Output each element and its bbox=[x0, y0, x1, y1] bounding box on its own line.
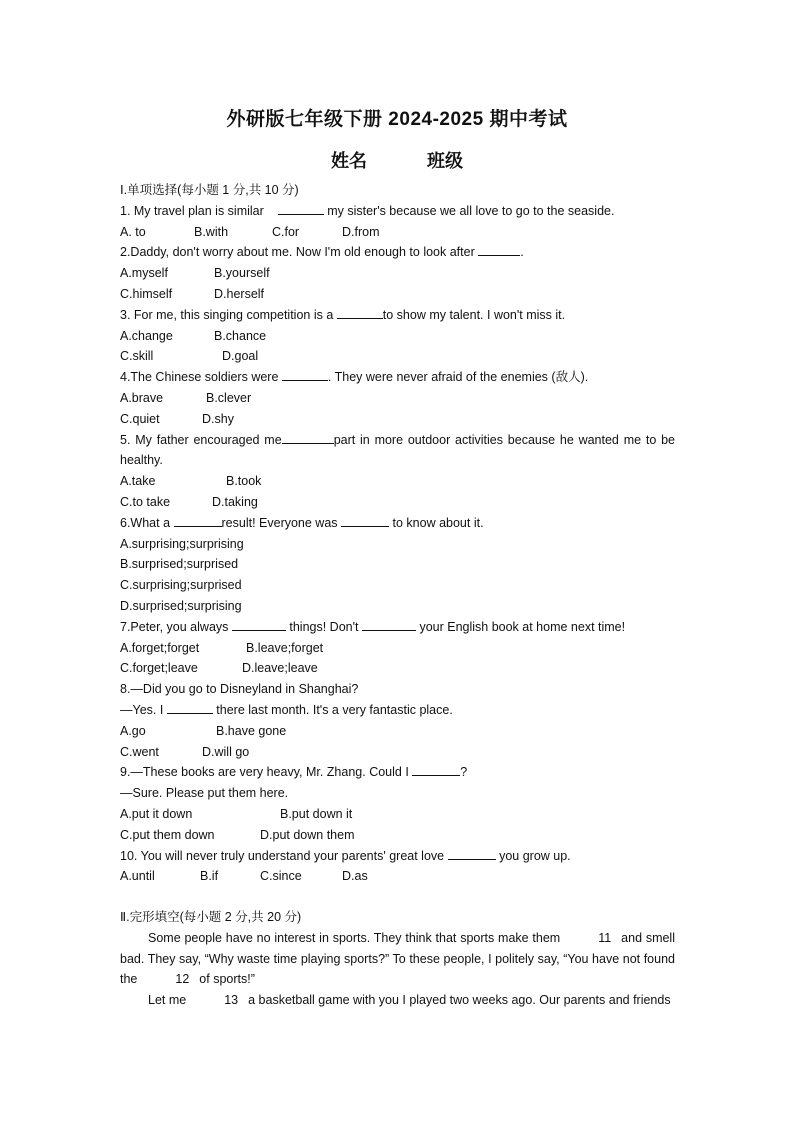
question-6-option-b: B.surprised;surprised bbox=[120, 557, 239, 572]
exam-content bbox=[120, 180, 675, 1011]
blank bbox=[282, 368, 328, 381]
cloze-paragraph-1: Some people have no interest in sports. They think that sports make them 11 and smell bad. They say, “Why waste time playing sports?” To these people, I politely say, “You have not found the 12 of sports!” bbox=[120, 928, 675, 990]
blank bbox=[232, 618, 286, 631]
question-9-reply: —Sure. Please put them here. bbox=[120, 786, 289, 801]
question-7-options-2: C.forget;leave D.leave;leave bbox=[120, 661, 318, 676]
question-4: 4.The Chinese soldiers were . They were never afraid of the enemies (敌人). bbox=[120, 370, 589, 385]
student-info bbox=[0, 147, 794, 173]
blank bbox=[448, 847, 496, 860]
cloze-number-13: 13 bbox=[224, 993, 239, 1008]
question-10-options: A.until B.if C.since D.as bbox=[120, 869, 368, 884]
blank bbox=[412, 763, 460, 776]
question-10: 10. You will never truly understand your parents' great love you grow up. bbox=[120, 848, 571, 863]
question-1-options: A. to B.with C.for D.from bbox=[120, 224, 380, 239]
section2-heading: Ⅱ.完形填空(每小题 2 分,共 20 分) bbox=[120, 910, 302, 925]
blank bbox=[278, 202, 324, 215]
cloze-number-11: 11 bbox=[598, 930, 612, 945]
question-8-reply: —Yes. I there last month. It's a very fantastic place. bbox=[120, 702, 453, 717]
question-6-option-d: D.surprised;surprising bbox=[120, 598, 242, 613]
question-7-options: A.forget;forget B.leave;forget bbox=[120, 640, 324, 655]
question-9: 9.—These books are very heavy, Mr. Zhang. Could I ? bbox=[120, 765, 468, 780]
question-3: 3. For me, this singing competition is a to show my talent. I won't miss it. bbox=[120, 307, 566, 322]
question-8: 8.—Did you go to Disneyland in Shanghai? bbox=[120, 682, 359, 697]
question-7: 7.Peter, you always things! Don't your English book at home next time! bbox=[120, 619, 626, 634]
blank bbox=[282, 431, 334, 444]
question-5: 5. My father encouraged me part in more outdoor activities because he wanted me to be healthy. bbox=[120, 432, 676, 468]
question-5-options: A.take B.took bbox=[120, 474, 262, 489]
question-5-options-2: C.to take D.taking bbox=[120, 494, 258, 509]
question-9-options-2: C.put them down D.put down them bbox=[120, 827, 355, 842]
name-label: 姓名 bbox=[331, 151, 367, 171]
blank bbox=[341, 514, 389, 527]
question-9-options: A.put it down B.put down it bbox=[120, 806, 353, 821]
class-label: 班级 bbox=[427, 151, 463, 171]
cloze-paragraph-2: Let me 13 a basketball game with you I played two weeks ago. Our parents and friends bbox=[120, 990, 675, 1011]
question-3-options-2: C.skill D.goal bbox=[120, 349, 259, 364]
question-1: 1. My travel plan is similar my sister's because we all love to go to the seaside. bbox=[120, 203, 615, 218]
question-4-options-2: C.quiet D.shy bbox=[120, 411, 234, 426]
blank bbox=[337, 306, 383, 319]
cloze-number-12: 12 bbox=[175, 972, 190, 987]
question-6: 6.What a result! Everyone was to know about it. bbox=[120, 515, 484, 530]
blank bbox=[478, 243, 520, 256]
question-2-options-2: C.himself D.herself bbox=[120, 286, 265, 301]
question-8-options-2: C.went D.will go bbox=[120, 744, 250, 759]
exam-title: 外研版七年级下册 2024-2025 期中考试 bbox=[226, 109, 568, 130]
question-2-options: A.myself B.yourself bbox=[120, 266, 270, 281]
question-6-option-a: A.surprising;surprising bbox=[120, 536, 244, 551]
question-4-options: A.brave B.clever bbox=[120, 390, 252, 405]
section1-heading: Ⅰ.单项选择(每小题 1 分,共 10 分) bbox=[120, 183, 299, 197]
question-6-option-c: C.surprising;surprised bbox=[120, 578, 242, 593]
question-2: 2.Daddy, don't worry about me. Now I'm old enough to look after . bbox=[120, 245, 524, 260]
blank bbox=[174, 514, 222, 527]
question-8-options: A.go B.have gone bbox=[120, 723, 287, 738]
question-3-options: A.change B.chance bbox=[120, 328, 267, 343]
blank bbox=[167, 701, 213, 714]
blank bbox=[362, 618, 416, 631]
